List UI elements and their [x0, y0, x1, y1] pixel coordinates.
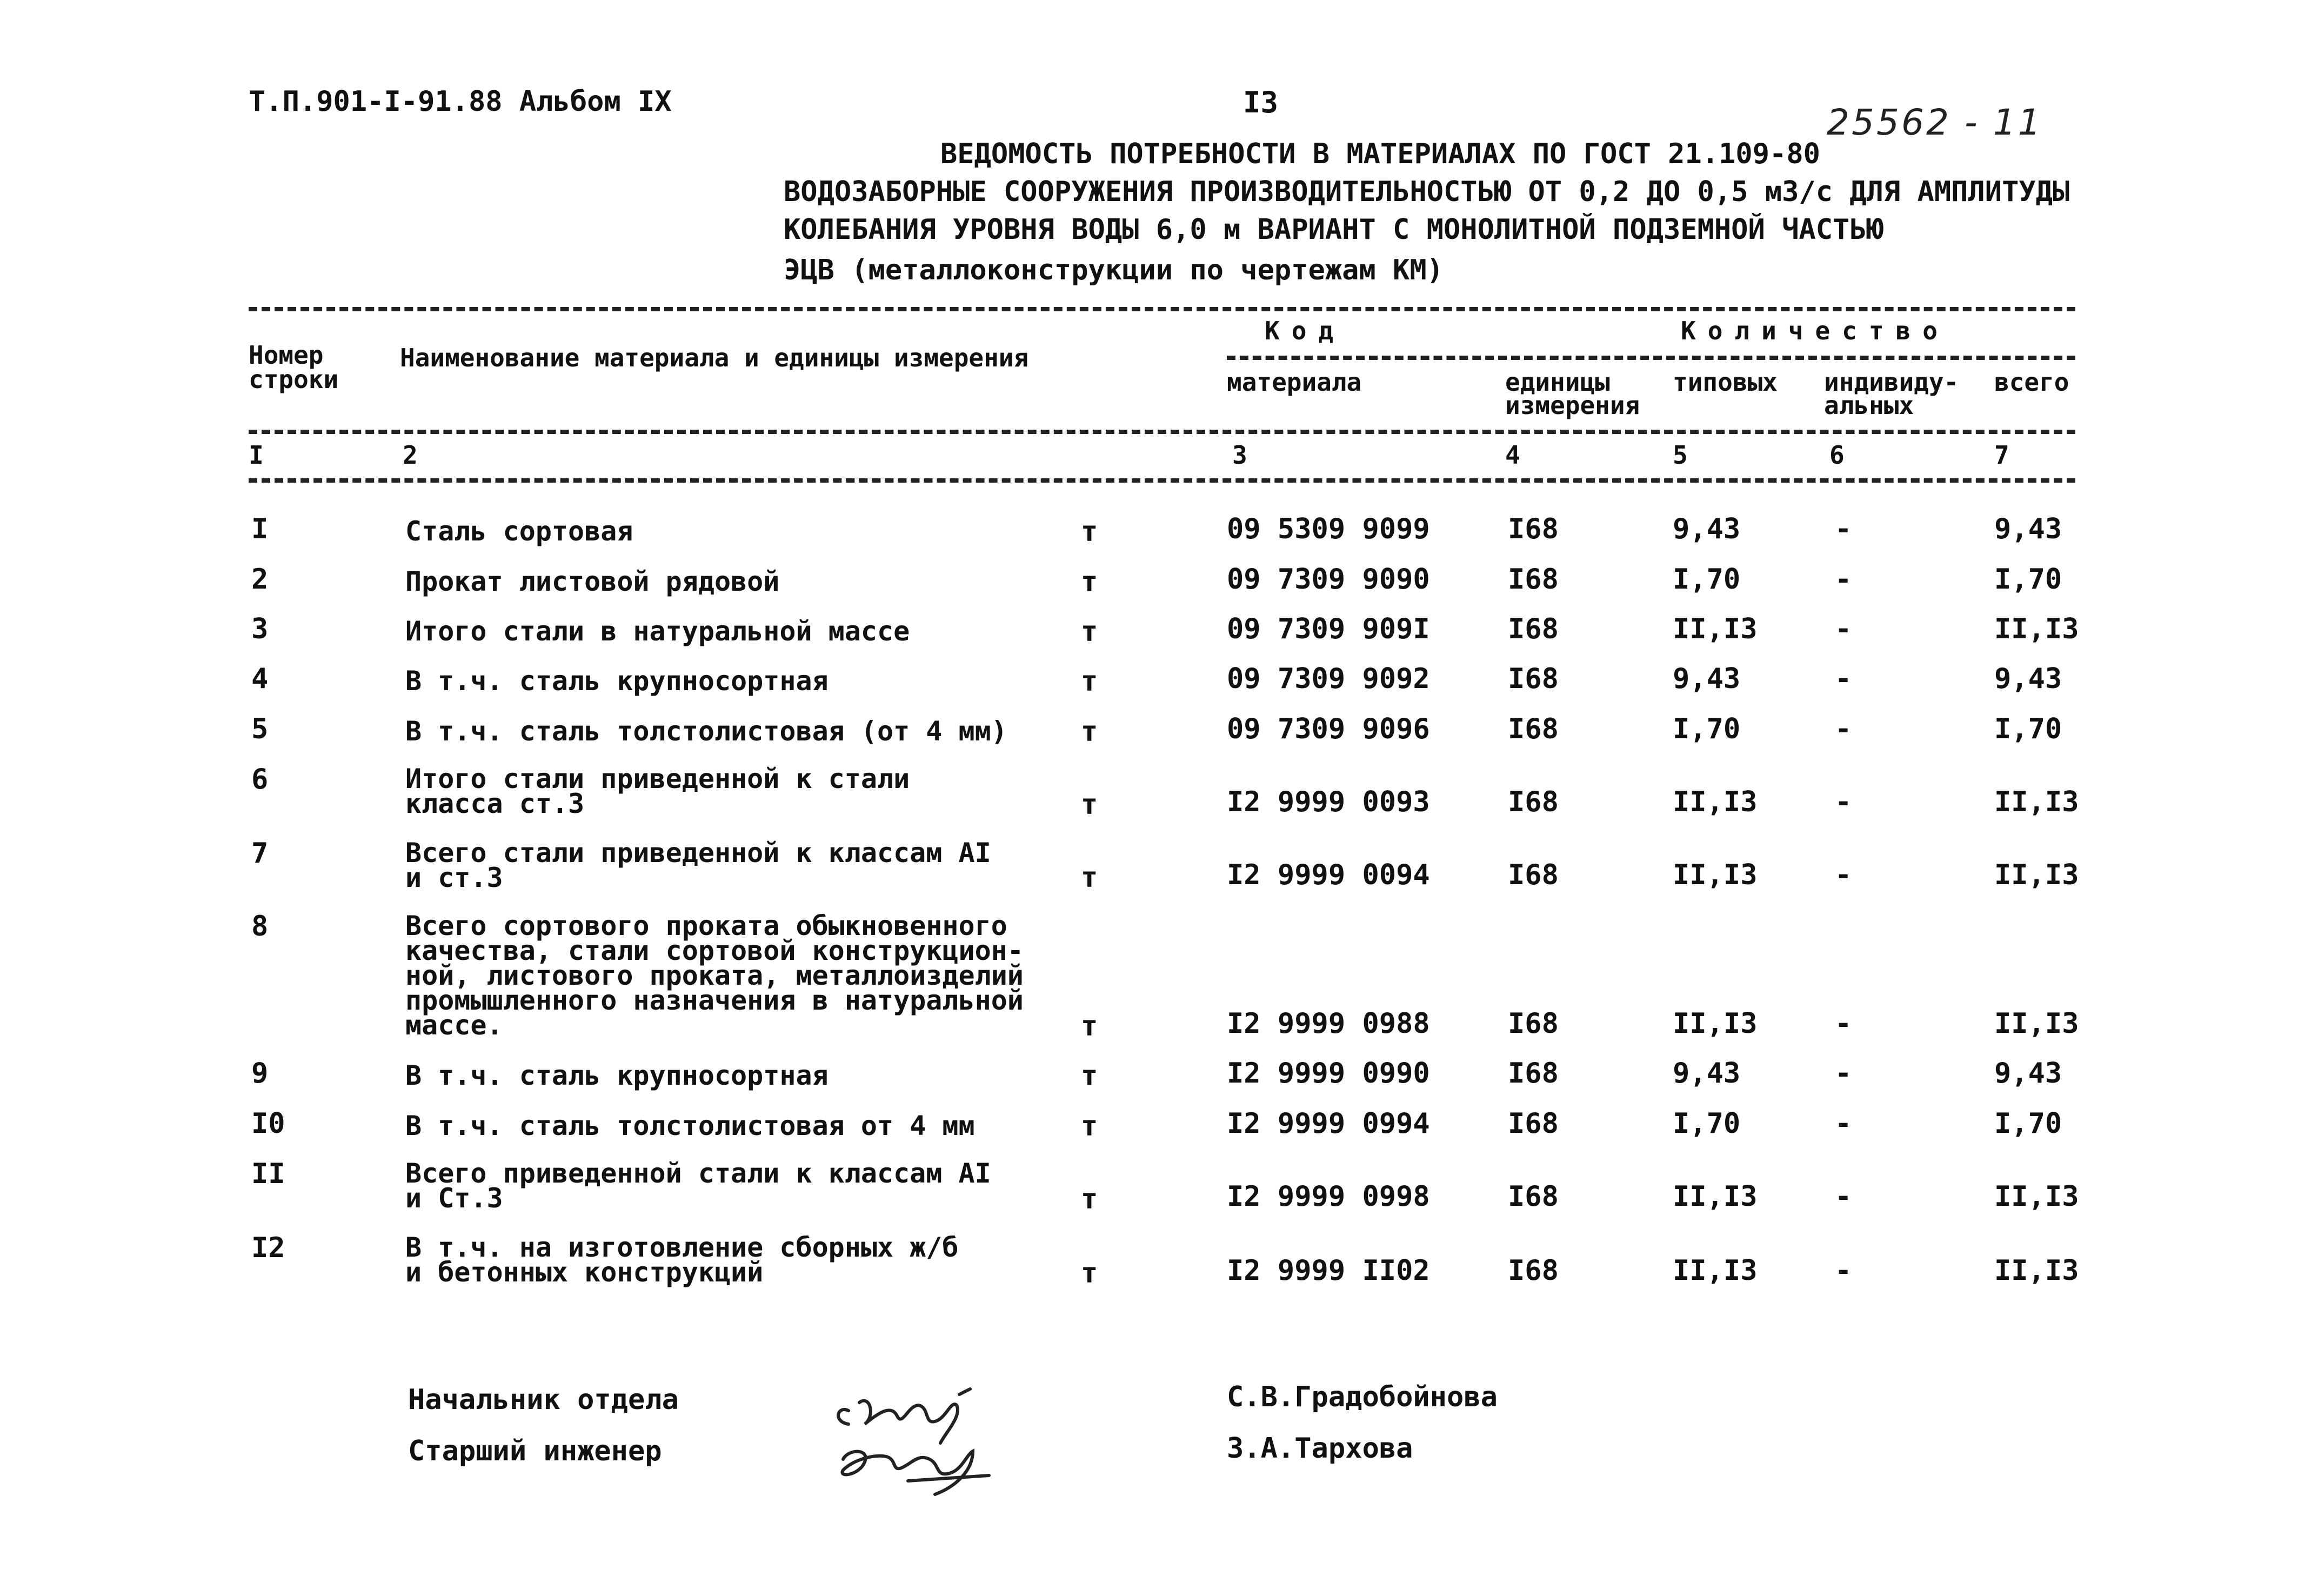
qty-total: II,I3 — [1994, 613, 2079, 645]
header-bottom-rule — [249, 478, 2075, 483]
col-index-1: I — [249, 440, 264, 470]
row-number: 2 — [251, 563, 269, 596]
unit-code: I68 — [1508, 1180, 1559, 1213]
qty-individual: - — [1835, 859, 1852, 891]
qty-individual: - — [1835, 786, 1852, 818]
qty-typical: I,70 — [1673, 713, 1741, 745]
col-row-number-2: строки — [249, 365, 339, 394]
material-name: Сталь сортовая — [405, 516, 633, 547]
qty-typical: II,I3 — [1673, 1180, 1758, 1213]
qty-total: II,I3 — [1994, 786, 2079, 818]
qty-individual: - — [1835, 563, 1852, 596]
qty-total: 9,43 — [1994, 1057, 2062, 1090]
table-top-rule — [249, 307, 2075, 311]
title-line-1: ВЕДОМОСТЬ ПОТРЕБНОСТИ В МАТЕРИАЛАХ ПО ГОСТ 21.109-80 — [940, 138, 1820, 170]
title-line-3: КОЛЕБАНИЯ УРОВНЯ ВОДЫ 6,0 м ВАРИАНТ С МОНОЛИТНОЙ ПОДЗЕМНОЙ ЧАСТЬЮ — [784, 213, 1883, 246]
unit: т — [1081, 1257, 1098, 1290]
unit-code: I68 — [1508, 713, 1559, 745]
qty-total: II,I3 — [1994, 1007, 2079, 1040]
handwritten-signatures — [827, 1373, 1000, 1502]
row-number: 8 — [251, 910, 269, 943]
unit-code: I68 — [1508, 1107, 1559, 1140]
material-name: В т.ч. сталь толстолистовая от 4 мм — [405, 1110, 975, 1141]
col-qty-group: Количество — [1681, 316, 1949, 345]
material-code: I2 9999 0988 — [1227, 1007, 1430, 1040]
material-code: 09 5309 9099 — [1227, 513, 1430, 545]
signature-name-2: З.А.Тархова — [1227, 1432, 1413, 1465]
unit-code: I68 — [1508, 613, 1559, 645]
title-line-4: ЭЦВ (металлоконструкции по чертежам КМ) — [784, 254, 1444, 286]
qty-total: I,70 — [1994, 563, 2062, 596]
row-number: II — [251, 1158, 285, 1190]
material-code: I2 9999 0093 — [1227, 786, 1430, 818]
material-name: Итого стали в натуральной массе — [405, 616, 910, 647]
material-code: I2 9999 0998 — [1227, 1180, 1430, 1213]
unit-code: I68 — [1508, 663, 1559, 695]
unit-code: I68 — [1508, 1007, 1559, 1040]
unit: т — [1081, 1110, 1098, 1143]
material-name: Всего приведенной стали к классам AI и Ст.3 — [405, 1158, 991, 1214]
material-name: Всего сортового проката обыкновенного качества, стали сортовой конструкцион- ной, листового проката, металлоизделий промышленного назначения в натуральной массе. — [405, 910, 1024, 1041]
unit-code: I68 — [1508, 786, 1559, 818]
material-code: 09 7309 9096 — [1227, 713, 1430, 745]
qty-individual: - — [1835, 1007, 1852, 1040]
col-unit-1: единицы — [1505, 368, 1610, 397]
qty-typical: I,70 — [1673, 1107, 1741, 1140]
qty-total: II,I3 — [1994, 859, 2079, 891]
page-number: I3 — [1243, 85, 1279, 119]
material-name: В т.ч. сталь толстолистовая (от 4 мм) — [405, 716, 1007, 747]
qty-individual: - — [1835, 1057, 1852, 1090]
unit: т — [1081, 665, 1098, 698]
qty-total: 9,43 — [1994, 513, 2062, 545]
signature-role-senior-engineer: Старший инженер — [408, 1435, 662, 1467]
material-name: В т.ч. на изготовление сборных ж/б и бетонных конструкций — [405, 1232, 959, 1288]
qty-typical: 9,43 — [1673, 513, 1741, 545]
signature-name-1: С.В.Градобойнова — [1227, 1381, 1498, 1413]
qty-individual: - — [1835, 513, 1852, 545]
unit: т — [1081, 1183, 1098, 1216]
qty-individual: - — [1835, 713, 1852, 745]
row-number: I2 — [251, 1232, 285, 1264]
title-line-2: ВОДОЗАБОРНЫЕ СООРУЖЕНИЯ ПРОИЗВОДИТЕЛЬНОСТЬЮ ОТ 0,2 ДО 0,5 м3/с ДЛЯ АМПЛИТУДЫ — [784, 176, 2070, 208]
row-number: I — [251, 513, 269, 545]
material-name: Всего стали приведенной к классам AI и ст.3 — [405, 837, 991, 893]
col-total: всего — [1994, 368, 2069, 397]
qty-typical: II,I3 — [1673, 1007, 1758, 1040]
unit: т — [1081, 1060, 1098, 1092]
qty-typical: 9,43 — [1673, 1057, 1741, 1090]
col-code-group: Код — [1265, 316, 1346, 345]
unit: т — [1081, 616, 1098, 648]
col-unit-2: измерения — [1505, 391, 1640, 420]
unit-code: I68 — [1508, 859, 1559, 891]
col-individual-1: индивиду- — [1824, 368, 1959, 397]
material-code: 09 7309 9090 — [1227, 563, 1430, 596]
unit: т — [1081, 516, 1098, 548]
col-index-2: 2 — [403, 440, 418, 470]
material-code: I2 9999 0990 — [1227, 1057, 1430, 1090]
material-code: I2 9999 0094 — [1227, 859, 1430, 891]
qty-typical: II,I3 — [1673, 1254, 1758, 1287]
col-material: материала — [1227, 368, 1362, 397]
qty-individual: - — [1835, 663, 1852, 695]
unit-code: I68 — [1508, 563, 1559, 596]
row-number: 6 — [251, 763, 269, 796]
col-individual-2: альных — [1824, 391, 1914, 420]
header-rule — [249, 430, 2075, 434]
qty-total: 9,43 — [1994, 663, 2062, 695]
qty-typical: II,I3 — [1673, 613, 1758, 645]
unit-code: I68 — [1508, 1254, 1559, 1287]
signature-role-department-head: Начальник отдела — [408, 1384, 679, 1416]
unit: т — [1081, 1010, 1098, 1043]
unit: т — [1081, 566, 1098, 598]
material-code: 09 7309 9092 — [1227, 663, 1430, 695]
qty-individual: - — [1835, 1180, 1852, 1213]
archive-number: 25562 - 11 — [1827, 102, 2043, 143]
qty-total: II,I3 — [1994, 1254, 2079, 1287]
material-code: I2 9999 II02 — [1227, 1254, 1430, 1287]
unit-code: I68 — [1508, 513, 1559, 545]
qty-individual: - — [1835, 613, 1852, 645]
col-index-3: 3 — [1232, 440, 1247, 470]
qty-typical: 9,43 — [1673, 663, 1741, 695]
material-name: Итого стали приведенной к стали класса ст.3 — [405, 763, 910, 819]
material-name: В т.ч. сталь крупносортная — [405, 665, 829, 697]
material-code: 09 7309 909I — [1227, 613, 1430, 645]
col-index-4: 4 — [1505, 440, 1520, 470]
col-index-7: 7 — [1994, 440, 2009, 470]
col-index-6: 6 — [1829, 440, 1845, 470]
unit: т — [1081, 862, 1098, 894]
row-number: 5 — [251, 713, 269, 745]
col-index-5: 5 — [1673, 440, 1688, 470]
col-typical: типовых — [1673, 368, 1778, 397]
row-number: I0 — [251, 1107, 285, 1140]
row-number: 9 — [251, 1057, 269, 1090]
signature-stroke-2 — [842, 1451, 989, 1494]
material-name: В т.ч. сталь крупносортная — [405, 1060, 829, 1091]
material-code: I2 9999 0994 — [1227, 1107, 1430, 1140]
qty-total: I,70 — [1994, 1107, 2062, 1140]
row-number: 3 — [251, 613, 269, 645]
signature-stroke-1 — [838, 1389, 970, 1443]
material-name: Прокат листовой рядовой — [405, 566, 780, 597]
qty-total: II,I3 — [1994, 1180, 2079, 1213]
unit-code: I68 — [1508, 1057, 1559, 1090]
row-number: 7 — [251, 837, 269, 870]
document-reference: Т.П.901-I-91.88 Альбом IX — [249, 85, 672, 118]
col-row-number-1: Номер — [249, 340, 324, 370]
qty-typical: II,I3 — [1673, 859, 1758, 891]
qty-individual: - — [1835, 1107, 1852, 1140]
header-mid-rule — [1227, 356, 2075, 360]
row-number: 4 — [251, 663, 269, 695]
qty-individual: - — [1835, 1254, 1852, 1287]
unit: т — [1081, 789, 1098, 821]
qty-total: I,70 — [1994, 713, 2062, 745]
col-name: Наименование материала и единицы измерения — [400, 343, 1029, 372]
qty-typical: I,70 — [1673, 563, 1741, 596]
qty-typical: II,I3 — [1673, 786, 1758, 818]
unit: т — [1081, 716, 1098, 748]
